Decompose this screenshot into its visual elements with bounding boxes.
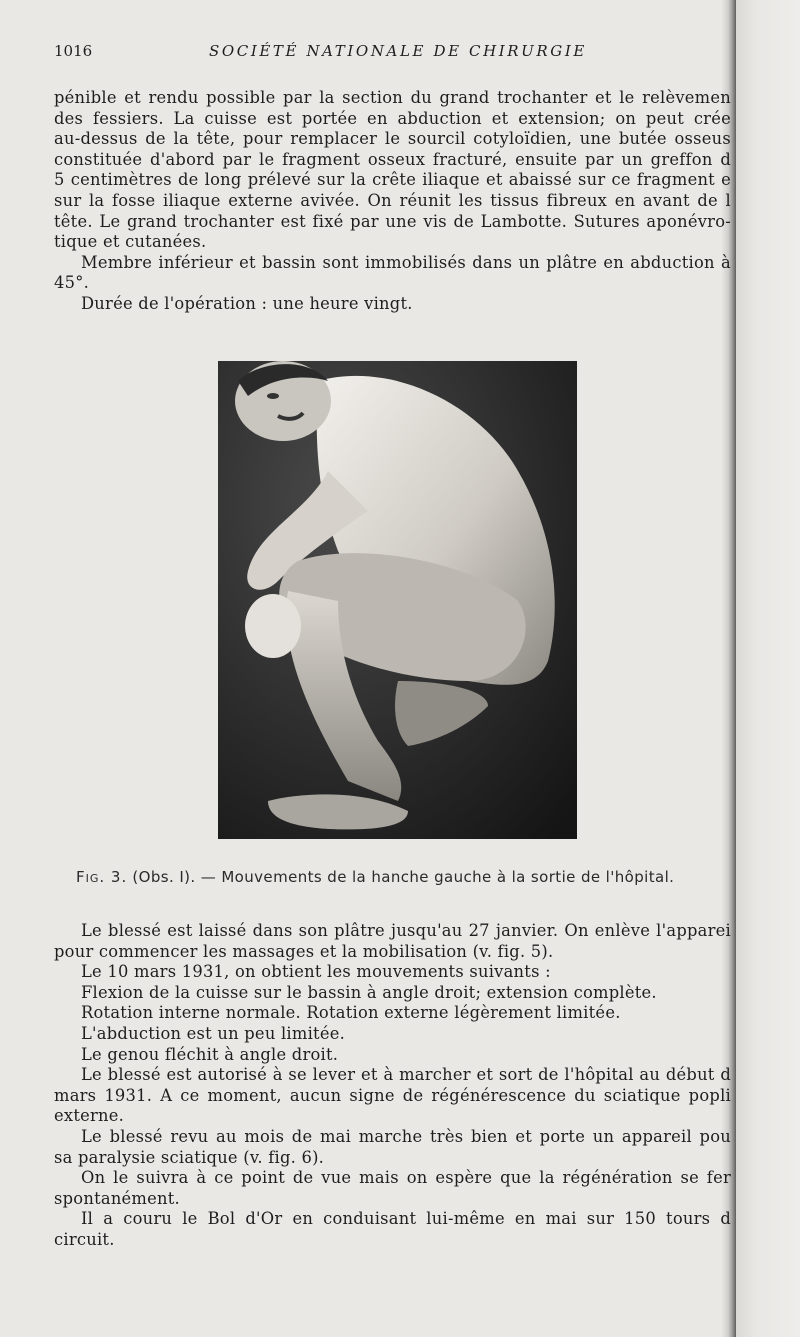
text-line: Il a couru le Bol d'Or en conduisant lui-même en mai sur 150 tours d: [81, 1209, 731, 1229]
text-line: circuit.: [54, 1229, 115, 1249]
text-line: mars 1931. A ce moment, aucun signe de régénérescence du sciatique popli: [54, 1085, 731, 1105]
text-line: des fessiers. La cuisse est portée en abduction et extension; on peut crée: [54, 108, 731, 128]
text-line: au-dessus de la tête, pour remplacer le sourcil cotyloïdien, une butée osseus: [54, 129, 731, 149]
text-line: Le 10 mars 1931, on obtient les mouvements suivants :: [81, 962, 551, 982]
text-line: Durée de l'opération : une heure vingt.: [81, 293, 413, 313]
text-line: On le suivra à ce point de vue mais on espère que la régénération se fer: [81, 1168, 731, 1188]
figure-caption-text: (Obs. I). — Mouvements de la hanche gauche à la sortie de l'hôpital.: [132, 868, 675, 886]
text-line: tête. Le grand trochanter est fixé par une vis de Lambotte. Sutures aponévro-: [54, 211, 731, 231]
text-line: Flexion de la cuisse sur le bassin à angle droit; extension complète.: [81, 982, 657, 1002]
figure-photograph: [218, 361, 577, 839]
text-line: pénible et rendu possible par la section du grand trochanter et le relèvemen: [54, 88, 731, 107]
text-line: Le blessé revu au mois de mai marche très bien et porte un appareil pou: [81, 1126, 731, 1146]
text-line: 45°.: [54, 273, 90, 293]
text-line: sa paralysie sciatique (v. fig. 6).: [54, 1147, 325, 1167]
figure-caption: [76, 868, 736, 886]
text-line: Membre inférieur et bassin sont immobilisés dans un plâtre en abduction à: [81, 252, 731, 272]
text-line: sur la fosse iliaque externe avivée. On réunit les tissus fibreux en avant de l: [54, 190, 731, 210]
text-line: Rotation interne normale. Rotation externe légèrement limitée.: [81, 1003, 621, 1023]
page-number: 1016: [54, 42, 93, 60]
text-line: spontanément.: [54, 1188, 180, 1208]
text-line: tique et cutanées.: [54, 232, 207, 252]
text-line: externe.: [54, 1106, 125, 1126]
journal-title: SOCIÉTÉ NATIONALE DE CHIRURGIE: [209, 42, 587, 60]
text-line: Le blessé est autorisé à se lever et à marcher et sort de l'hôpital au début d: [81, 1065, 731, 1085]
body-text-bottom: [54, 921, 731, 1251]
text-line: Le blessé est laissé dans son plâtre jusqu'au 27 janvier. On enlève l'apparei: [81, 921, 731, 940]
text-line: constituée d'abord par le fragment osseux fracturé, ensuite par un greffon d: [54, 149, 731, 169]
crouching-figure-illustration: [218, 361, 577, 839]
text-line: pour commencer les massages et la mobilisation (v. fig. 5).: [54, 941, 554, 961]
body-text-top: [54, 88, 731, 315]
text-line: 5 centimètres de long prélevé sur la crête iliaque et abaissé sur ce fragment e: [54, 170, 731, 190]
text-line: Le genou fléchit à angle droit.: [81, 1044, 339, 1064]
facing-page-edge: [736, 0, 800, 1337]
text-line: L'abduction est un peu limitée.: [81, 1023, 346, 1043]
figure-label: Fig. 3.: [76, 868, 128, 886]
running-head: [54, 42, 734, 64]
